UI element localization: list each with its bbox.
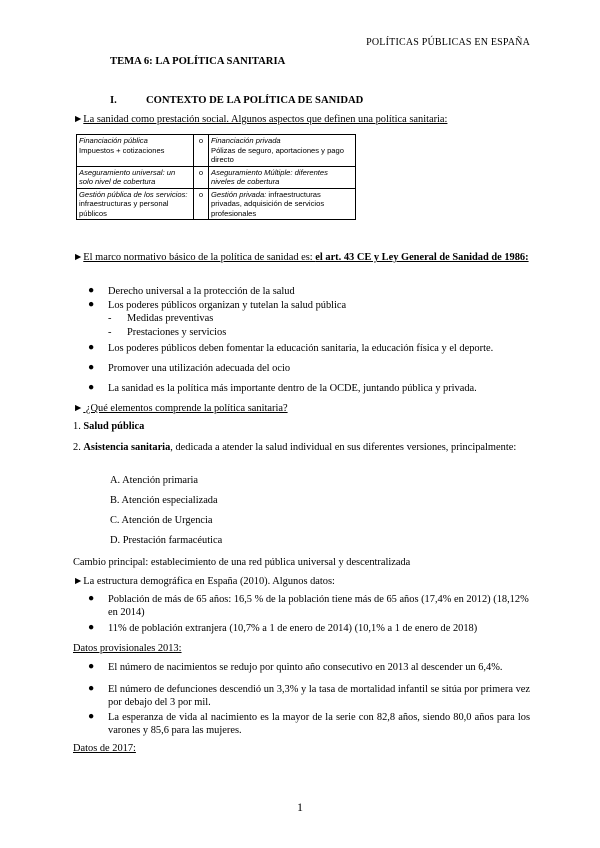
list-subitem: Prestaciones y servicios bbox=[127, 327, 227, 338]
question-paragraph bbox=[73, 402, 529, 415]
list-item: El número de defunciones descendió un 3,3% y la tasa de mortalidad infantil se sitúa por primera vez por debajo del 3 por mil. bbox=[108, 684, 530, 708]
list-item: La esperanza de vida al nacimiento es la mayor de la serie con 82,8 años, siendo 80,0 años para los varones y 85,6 para las mujeres. bbox=[108, 712, 530, 736]
list-item: La sanidad es la política más importante dentro de la OCDE, juntando pública y privada. bbox=[108, 383, 477, 394]
item-salud-publica: 1. Salud pública bbox=[73, 421, 145, 432]
table-cell: Aseguramiento universal: un solo nivel de cobertura bbox=[77, 166, 194, 188]
aspects-table bbox=[76, 134, 356, 220]
table-cell: Gestión pública de los servicios: infraestructuras y personal públicos bbox=[77, 188, 194, 220]
list-item: B. Atención especializada bbox=[110, 495, 218, 506]
arrow-icon: ► bbox=[73, 576, 84, 587]
table-cell: Gestión privada: infraestructuras privadas, adquisición de servicios profesionales bbox=[209, 188, 356, 220]
arrow-icon: ► bbox=[73, 114, 84, 125]
bullet-icon: ● bbox=[88, 382, 95, 393]
question-text: ¿Qué elementos comprende la política sanitaria? bbox=[83, 403, 288, 414]
dash-icon: - bbox=[108, 313, 112, 324]
bullet-icon: ● bbox=[88, 593, 95, 604]
table-cell: Aseguramiento Múltiple: diferentes niveles de cobertura bbox=[209, 166, 356, 188]
bullet-icon: ● bbox=[88, 683, 95, 694]
marco-paragraph: ►El marco normativo básico de la política de sanidad es: el art. 43 CE y Ley General de Sanidad de 1986: bbox=[73, 252, 529, 263]
intro-paragraph bbox=[73, 113, 529, 126]
list-item: Los poderes públicos organizan y tutelan la salud pública bbox=[108, 300, 347, 311]
arrow-icon: ► bbox=[73, 403, 84, 414]
bullet-icon: ● bbox=[88, 711, 95, 722]
section-heading bbox=[110, 95, 363, 106]
demografia-paragraph: ►La estructura demográfica en España (2010). Algunos datos: bbox=[73, 576, 335, 587]
table-row bbox=[77, 166, 356, 188]
page-number: 1 bbox=[297, 800, 303, 814]
list-item: Población de más de 65 años: 16,5 % de la población tiene más de 65 años (17,4% en 2012) (18,12% en 2014) bbox=[108, 594, 529, 618]
running-header: POLÍTICAS PÚBLICAS EN ESPAÑA bbox=[366, 37, 530, 48]
list-item: C. Atención de Urgencia bbox=[110, 515, 213, 526]
table-cell: Financiación pública Impuestos + cotizaciones bbox=[77, 135, 194, 167]
intro-text: La sanidad como prestación social. Algunos aspectos que definen una política sanitaria: bbox=[83, 114, 448, 125]
dash-icon: - bbox=[108, 327, 112, 338]
list-item: 11% de población extranjera (10,7% a 1 de enero de 2014) (10,1% a 1 de enero de 2018) bbox=[108, 623, 478, 634]
table-row bbox=[77, 188, 356, 220]
list-item: D. Prestación farmacéutica bbox=[110, 535, 223, 546]
bullet-icon: ● bbox=[88, 299, 95, 310]
list-item: Los poderes públicos deben fomentar la educación sanitaria, la educación física y el deporte. bbox=[108, 343, 494, 354]
cambio-paragraph: Cambio principal: establecimiento de una red pública universal y descentralizada bbox=[73, 557, 411, 568]
table-cell: o bbox=[194, 135, 209, 167]
provisionales-heading: Datos provisionales 2013: bbox=[73, 643, 182, 654]
bullet-icon: ● bbox=[88, 285, 95, 296]
list-item: A. Atención primaria bbox=[110, 475, 199, 486]
list-item: Derecho universal a la protección de la salud bbox=[108, 286, 295, 297]
table-cell: o bbox=[194, 188, 209, 220]
page-title: TEMA 6: LA POLÍTICA SANITARIA bbox=[110, 56, 286, 67]
arrow-icon: ► bbox=[73, 252, 84, 263]
table-cell: Financiación privada Pólizas de seguro, aportaciones y pago directo bbox=[209, 135, 356, 167]
table-row bbox=[77, 135, 356, 167]
datos-2017-heading: Datos de 2017: bbox=[73, 743, 136, 754]
bullet-icon: ● bbox=[88, 661, 95, 672]
bullet-icon: ● bbox=[88, 362, 95, 373]
list-item: El número de nacimientos se redujo por quinto año consecutivo en 2013 al descender un 6,4%. bbox=[108, 662, 503, 673]
table-cell: o bbox=[194, 166, 209, 188]
list-subitem: Medidas preventivas bbox=[127, 313, 214, 324]
list-item: Promover una utilización adecuada del ocio bbox=[108, 363, 291, 374]
section-title: CONTEXTO DE LA POLÍTICA DE SANIDAD bbox=[146, 95, 364, 106]
bullet-icon: ● bbox=[88, 622, 95, 633]
section-number: I. bbox=[110, 95, 117, 106]
bullet-icon: ● bbox=[88, 342, 95, 353]
item-asistencia-sanitaria: 2. Asistencia sanitaria, dedicada a atender la salud individual en sus diferentes versiones, principalmente: bbox=[73, 442, 517, 453]
